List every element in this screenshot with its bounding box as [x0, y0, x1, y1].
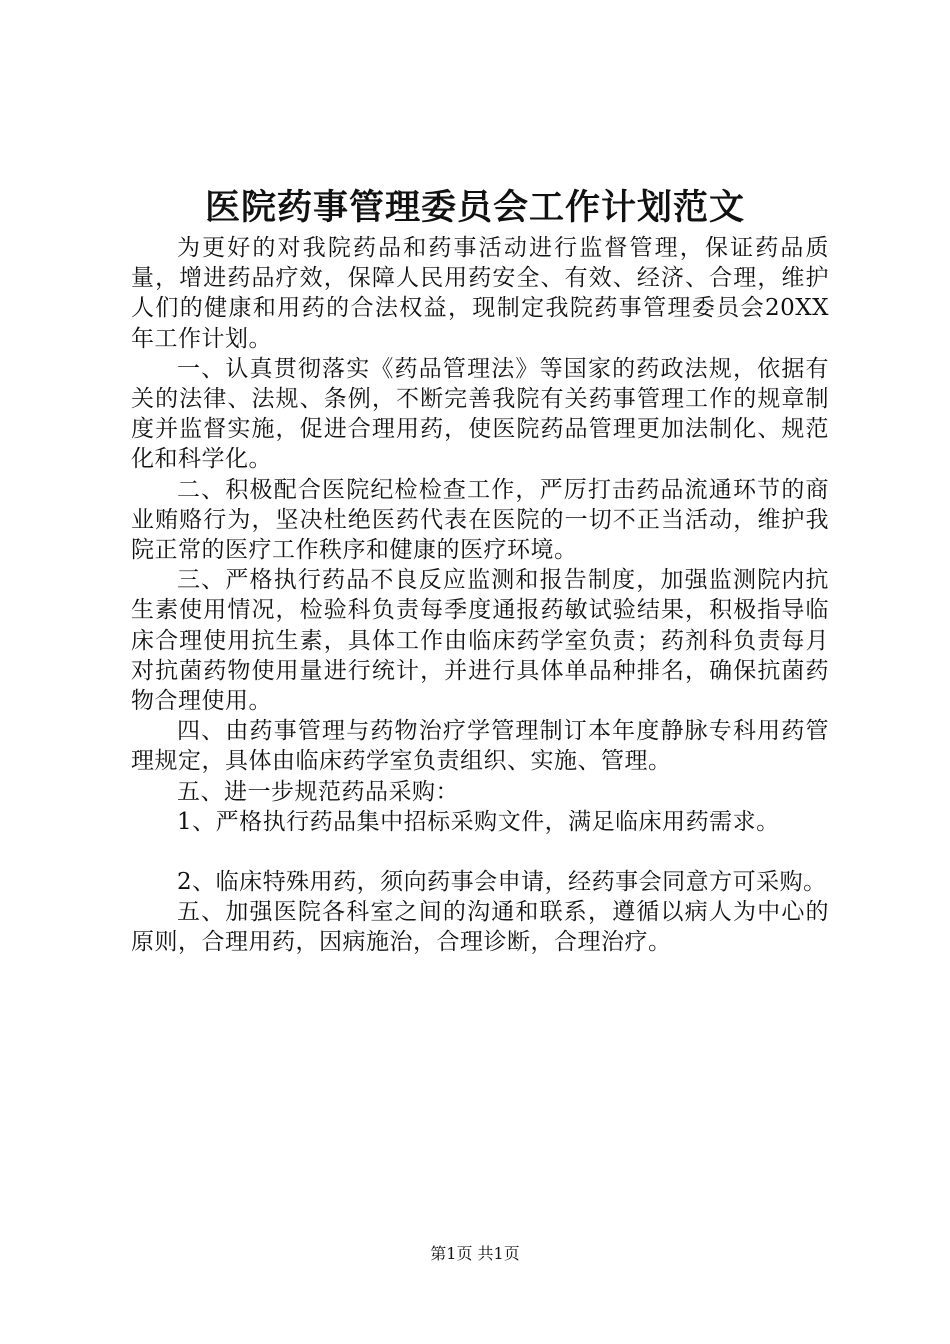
paragraph-item-5: 五、进一步规范药品采购： — [177, 778, 459, 805]
paragraph-item-2: 二、积极配合医院纪检检查工作，严厉打击药品流通环节的商业贿赂行为，坚决杜绝医药代表在医院的一切不正当活动，维护我院正常的医疗工作秩序和健康的医疗环境。 — [131, 476, 829, 564]
page-number-footer: 第1页 共1页 — [430, 1244, 520, 1263]
document-title: 医院药事管理委员会工作计划范文 — [204, 187, 745, 228]
intro-paragraph: 为更好的对我院药品和药事活动进行监督管理，保证药品质量，增进药品疗效，保障人民用药安全、有效、经济、合理，维护人们的健康和用药的合法权益，现制定我院药事管理委员会20XX年工作计划。 — [131, 235, 829, 352]
paragraph-item-4: 四、由药事管理与药物治疗学管理制订本年度静脉专科用药管理规定，具体由临床药学室负责组织、实施、管理。 — [131, 718, 829, 775]
paragraph-item-1: 一、认真贯彻落实《药品管理法》等国家的药政法规，依据有关的法律、法规、条例，不断完善我院有关药事管理工作的规章制度并监督实施，促进合理用药，使医院药品管理更加法制化、规范化和科学化。 — [131, 355, 829, 473]
sub-item-2: 2、临床特殊用药，须向药事会申请，经药事会同意方可采购。 — [177, 869, 827, 896]
paragraph-item-6: 五、加强医院各科室之间的沟通和联系，遵循以病人为中心的原则，合理用药，因病施治，合理诊断，合理治疗。 — [131, 899, 829, 956]
sub-item-1: 1、严格执行药品集中招标采购文件，满足临床用药需求。 — [177, 808, 780, 835]
document-body — [131, 233, 829, 958]
paragraph-item-3: 三、严格执行药品不良反应监测和报告制度，加强监测院内抗生素使用情况，检验科负责每季度通报药敏试验结果，积极指导临床合理使用抗生素，具体工作由临床药学室负责；药剂科负责每月对抗菌药物使用量进行统计，并进行具体单品种排名，确保抗菌药物合理使用。 — [131, 567, 829, 715]
